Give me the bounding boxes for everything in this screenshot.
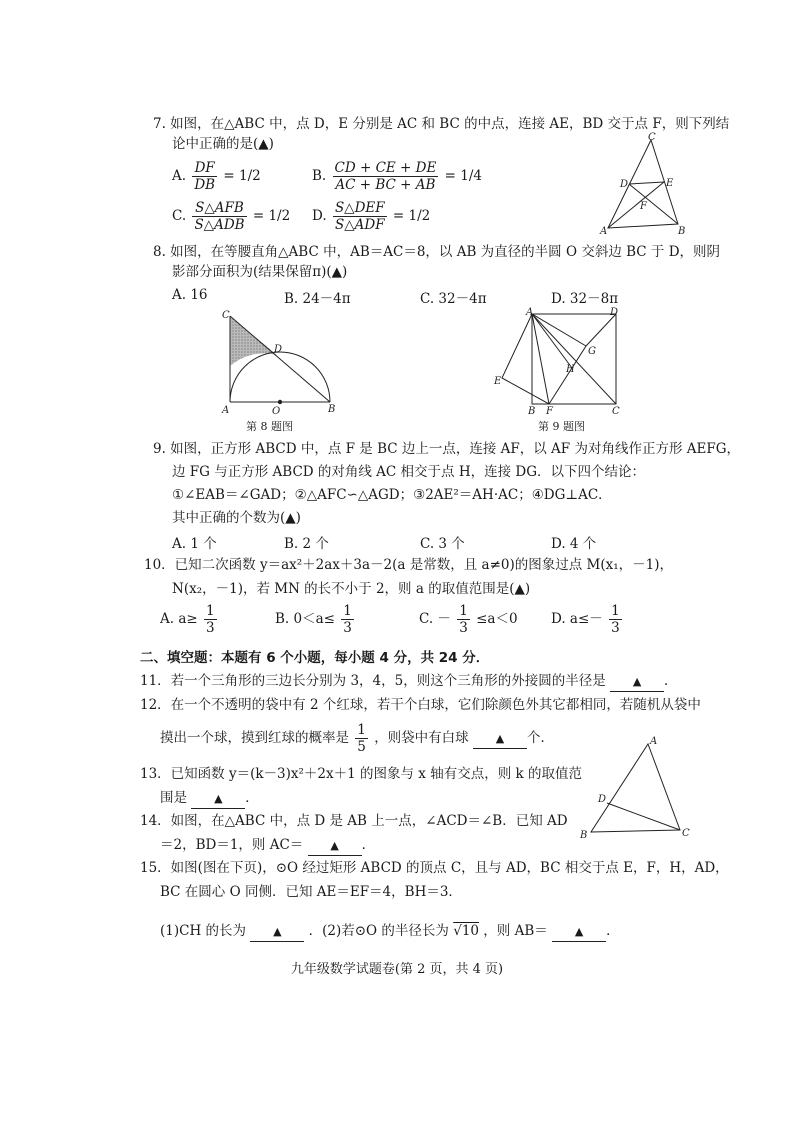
- q11-line: 11．若一个三角形的三边长分别为 3，4，5，则这个三角形的外接圆的半径是 ▲ ．: [140, 672, 678, 692]
- q15-part2-text: ．(2)若⊙O 的半径长为: [308, 923, 449, 939]
- q11-stem: 11．若一个三角形的三边长分别为 3，4，5，则这个三角形的外接圆的半径是: [140, 673, 606, 689]
- q7-option-d-num: S△DEF: [334, 200, 385, 216]
- q10-option-c-text: C. －: [419, 611, 451, 627]
- q8-figure-caption: 第 8 题图: [246, 420, 293, 433]
- q8-semicircle-figure: [214, 306, 346, 418]
- q14-label-d: D: [598, 794, 607, 805]
- q7-label-f: F: [640, 201, 647, 212]
- q12-frac-num: 1: [357, 722, 366, 738]
- q7-option-b-rhs: = 1/4: [444, 168, 482, 184]
- q7-segment-de: [629, 182, 664, 184]
- q7-option-d-den: S△ADF: [334, 217, 385, 233]
- q13-stem-part: 围是: [160, 790, 187, 806]
- q9-stem-line4: 其中正确的个数为(▲): [172, 510, 301, 526]
- q10-option-d-fraction: [609, 603, 622, 636]
- q13-answer-blank[interactable]: [191, 789, 245, 809]
- q8-side-bc: [230, 316, 330, 402]
- q14-blank-mark: ▲: [330, 839, 339, 852]
- q7-option-a-num: DF: [192, 160, 217, 177]
- q11-blank-mark: ▲: [632, 675, 642, 688]
- q10-frac-num: 1: [206, 603, 215, 619]
- q10-option-c-tail: ≤a＜0: [476, 611, 518, 627]
- q14-segment-cd: [607, 803, 680, 830]
- q10-frac-num: 1: [611, 603, 620, 619]
- q7-option-b-fraction: [333, 160, 439, 193]
- q12-stem-line2: 摸出一个球，摸到红球的概率是 $\frac{1}{5}$ ，则袋中有白球 ▲ 个．: [160, 722, 554, 755]
- q9-label-d: D: [610, 307, 619, 318]
- q9-option-b: B. 2 个: [284, 536, 329, 552]
- q8-label-o: O: [272, 406, 281, 417]
- q7-option-c-num: S△AFB: [192, 200, 246, 217]
- q14-answer-blank[interactable]: [308, 836, 362, 856]
- q7-segment-ae: [608, 182, 664, 228]
- q9-label-h: H: [566, 364, 575, 375]
- q7-option-d: [312, 200, 430, 233]
- q10-stem-line2: N(x₂，－1)，若 MN 的长不小于 2，则 a 的取值范围是(▲): [172, 581, 531, 597]
- q15-radius-sqrt: √10: [453, 923, 479, 939]
- q10-option-b-fraction: [341, 603, 354, 636]
- q14-triangle-figure: [580, 736, 692, 842]
- q9-segment-ah: [532, 314, 572, 368]
- q7-option-d-rhs: = 1/2: [392, 208, 431, 224]
- q10-option-c: [419, 603, 518, 636]
- q7-stem-line1: 7. 如图，在△ABC 中，点 D，E 分别是 AC 和 BC 的中点，连接 AE，BD 交于点 F，则下列结: [153, 116, 730, 132]
- q7-option-b: [312, 160, 482, 193]
- q12-frac-den: 5: [357, 739, 366, 755]
- q9-label-b: B: [528, 406, 536, 417]
- q9-option-c: C. 3 个: [420, 536, 465, 552]
- q9-square-figure: [490, 306, 630, 418]
- q12-stem-part-a: 摸出一个球，摸到红球的概率是: [160, 730, 349, 746]
- q8-center-o: [278, 400, 282, 404]
- q14-stem-part: ＝2，BD＝1，则 AC＝: [160, 837, 304, 853]
- q14-label-b: B: [580, 830, 588, 841]
- q8-option-a: A. 16: [172, 287, 208, 303]
- q13-stem-line2: 围是 ▲ ．: [160, 789, 259, 809]
- q7-label-a: A: [600, 226, 608, 236]
- q12-answer-blank[interactable]: [473, 729, 527, 749]
- q10-stem-line1: 10．已知二次函数 y＝ax²＋2ax＋3a－2(a 是常数，且 a≠0)的图象过点 M(x₁，－1)，: [144, 557, 674, 573]
- q7-option-a: [172, 160, 261, 193]
- q12-blank-mark: ▲: [495, 732, 505, 745]
- q7-option-b-label: B.: [312, 168, 327, 184]
- q9-option-a: A. 1 个: [172, 536, 217, 552]
- q7-option-a-label: A.: [172, 168, 187, 184]
- q15-part1-answer-blank[interactable]: [250, 922, 304, 942]
- q7-option-b-den: AC + BC + AB: [335, 177, 436, 193]
- q7-triangle-figure: [596, 132, 692, 236]
- q15-stem-line1: 15．如图(图在下页)，⊙O 经过矩形 ABCD 的顶点 C，且与 AD，BC 相交于点 E，F，H，AD，: [140, 860, 729, 876]
- q15-part1-text: (1)CH 的长为: [160, 923, 247, 939]
- q7-option-b-num: CD + CE + DE: [334, 160, 437, 176]
- q7-stem-line2: 论中正确的是(▲): [172, 136, 274, 152]
- q15-stem-line3: (1)CH 的长为 ▲ ．(2)若⊙O 的半径长为 √10 ，则 AB＝ ▲ ．: [160, 922, 620, 942]
- q10-option-d-text: D. a≤－: [551, 611, 603, 627]
- q7-option-c-den: S△ADB: [194, 217, 245, 233]
- q9-stem-line1: 9. 如图，正方形 ABCD 中，点 F 是 BC 边上一点，连接 AF，以 AF 为对角线作正方形 AEFG，: [153, 441, 741, 457]
- q8-option-d: D. 32－8π: [551, 291, 619, 307]
- q10-frac-den: 3: [343, 620, 352, 636]
- q8-label-a: A: [222, 405, 230, 416]
- q9-figure-caption: 第 9 题图: [538, 420, 585, 433]
- q7-option-d-fraction: [333, 200, 387, 233]
- q10-option-c-fraction: [457, 603, 470, 636]
- q15-part2-tail: ，则 AB＝: [483, 923, 548, 939]
- q10-frac-num: 1: [343, 603, 352, 619]
- q10-option-d: [551, 603, 624, 636]
- q12-stem-line1: 12．在一个不透明的袋中有 2 个红球，若干个白球，它们除颜色外其它都相同，若随机从袋中: [140, 697, 701, 713]
- q14-stem-line2: ＝2，BD＝1，则 AC＝ ▲ ．: [160, 836, 375, 856]
- q10-option-a-fraction: [204, 603, 217, 636]
- q7-option-c-rhs: = 1/2: [252, 208, 291, 224]
- q10-option-b-text: B. 0＜a≤: [275, 611, 335, 627]
- q8-option-b: B. 24－4π: [284, 291, 351, 307]
- q9-segment-af: [532, 314, 549, 404]
- section-fill-in-heading: 二、填空题：本题有 6 个小题，每小题 4 分，共 24 分．: [140, 650, 490, 666]
- q7-option-a-rhs: = 1/2: [223, 168, 261, 184]
- q8-option-c: C. 32－4π: [420, 291, 487, 307]
- q9-label-a: A: [526, 307, 534, 318]
- q8-stem-line1: 8. 如图，在等腰直角△ABC 中，AB＝AC＝8，以 AB 为直径的半圆 O 交斜边 BC 于 D，则阴: [153, 244, 721, 260]
- q8-label-d: D: [274, 344, 283, 355]
- q14-label-c: C: [682, 828, 690, 839]
- q15-part2-answer-blank[interactable]: [552, 922, 606, 942]
- q8-shaded-region: [230, 316, 277, 366]
- q13-stem-line1: 13．已知函数 y＝(k－3)x²＋2x＋1 的图象与 x 轴有交点，则 k 的取值范: [140, 766, 582, 782]
- q15-part1-blank-mark: ▲: [273, 925, 282, 938]
- q14-label-a: A: [650, 736, 658, 747]
- q7-label-d: D: [620, 179, 629, 190]
- q10-frac-den: 3: [459, 620, 468, 636]
- q10-frac-den: 3: [206, 620, 215, 636]
- q7-option-c-label: C.: [172, 208, 187, 224]
- q15-part2-blank-mark: ▲: [574, 925, 584, 938]
- q14-triangle-abc: [591, 744, 680, 832]
- q8-label-c: C: [222, 310, 230, 321]
- q7-label-c: C: [648, 132, 656, 143]
- q9-option-d: D. 4 个: [551, 536, 597, 552]
- q8-stem-line2: 影部分面积为(结果保留π)(▲): [172, 264, 348, 280]
- q7-label-b: B: [678, 226, 686, 236]
- q10-frac-num: 1: [459, 603, 468, 619]
- q7-option-d-label: D.: [312, 208, 327, 224]
- q8-label-b: B: [328, 404, 336, 415]
- q9-label-c: C: [612, 406, 620, 417]
- q11-answer-blank[interactable]: [610, 672, 664, 692]
- q9-stem-line2: 边 FG 与正方形 ABCD 的对角线 AC 相交于点 H，连接 DG．以下四个结论：: [172, 464, 646, 480]
- q10-option-b: [275, 603, 356, 636]
- q9-segment-dg: [586, 314, 616, 346]
- q15-stem-line2: BC 在圆心 O 同侧．已知 AE＝EF＝4，BH＝3．: [160, 884, 462, 900]
- q10-option-a-text: A. a≥: [160, 611, 198, 627]
- q13-blank-mark: ▲: [214, 792, 223, 805]
- q9-label-g: G: [588, 346, 596, 357]
- q7-option-c-fraction: [192, 200, 246, 233]
- q10-option-a: [160, 603, 219, 636]
- q9-stem-line3: ①∠EAB＝∠GAD；②△AFC∽△AGD；③2AE²＝AH·AC；④DG⊥AC．: [172, 487, 612, 503]
- q7-option-c: [172, 200, 290, 233]
- q9-label-e: E: [494, 376, 502, 387]
- q7-option-a-fraction: [192, 160, 217, 193]
- q12-stem-part-b: ，则袋中有白球: [374, 730, 469, 746]
- q14-stem-line1: 14．如图，在△ABC 中，点 D 是 AB 上一点，∠ACD＝∠B．已知 AD: [140, 813, 568, 829]
- page-footer: 九年级数学试题卷(第 2 页，共 4 页): [290, 962, 504, 977]
- q9-label-f: F: [546, 406, 553, 417]
- q7-option-a-den: DB: [194, 177, 216, 193]
- q7-label-e: E: [666, 178, 674, 189]
- q12-probability-fraction: [355, 722, 368, 755]
- q10-frac-den: 3: [611, 620, 620, 636]
